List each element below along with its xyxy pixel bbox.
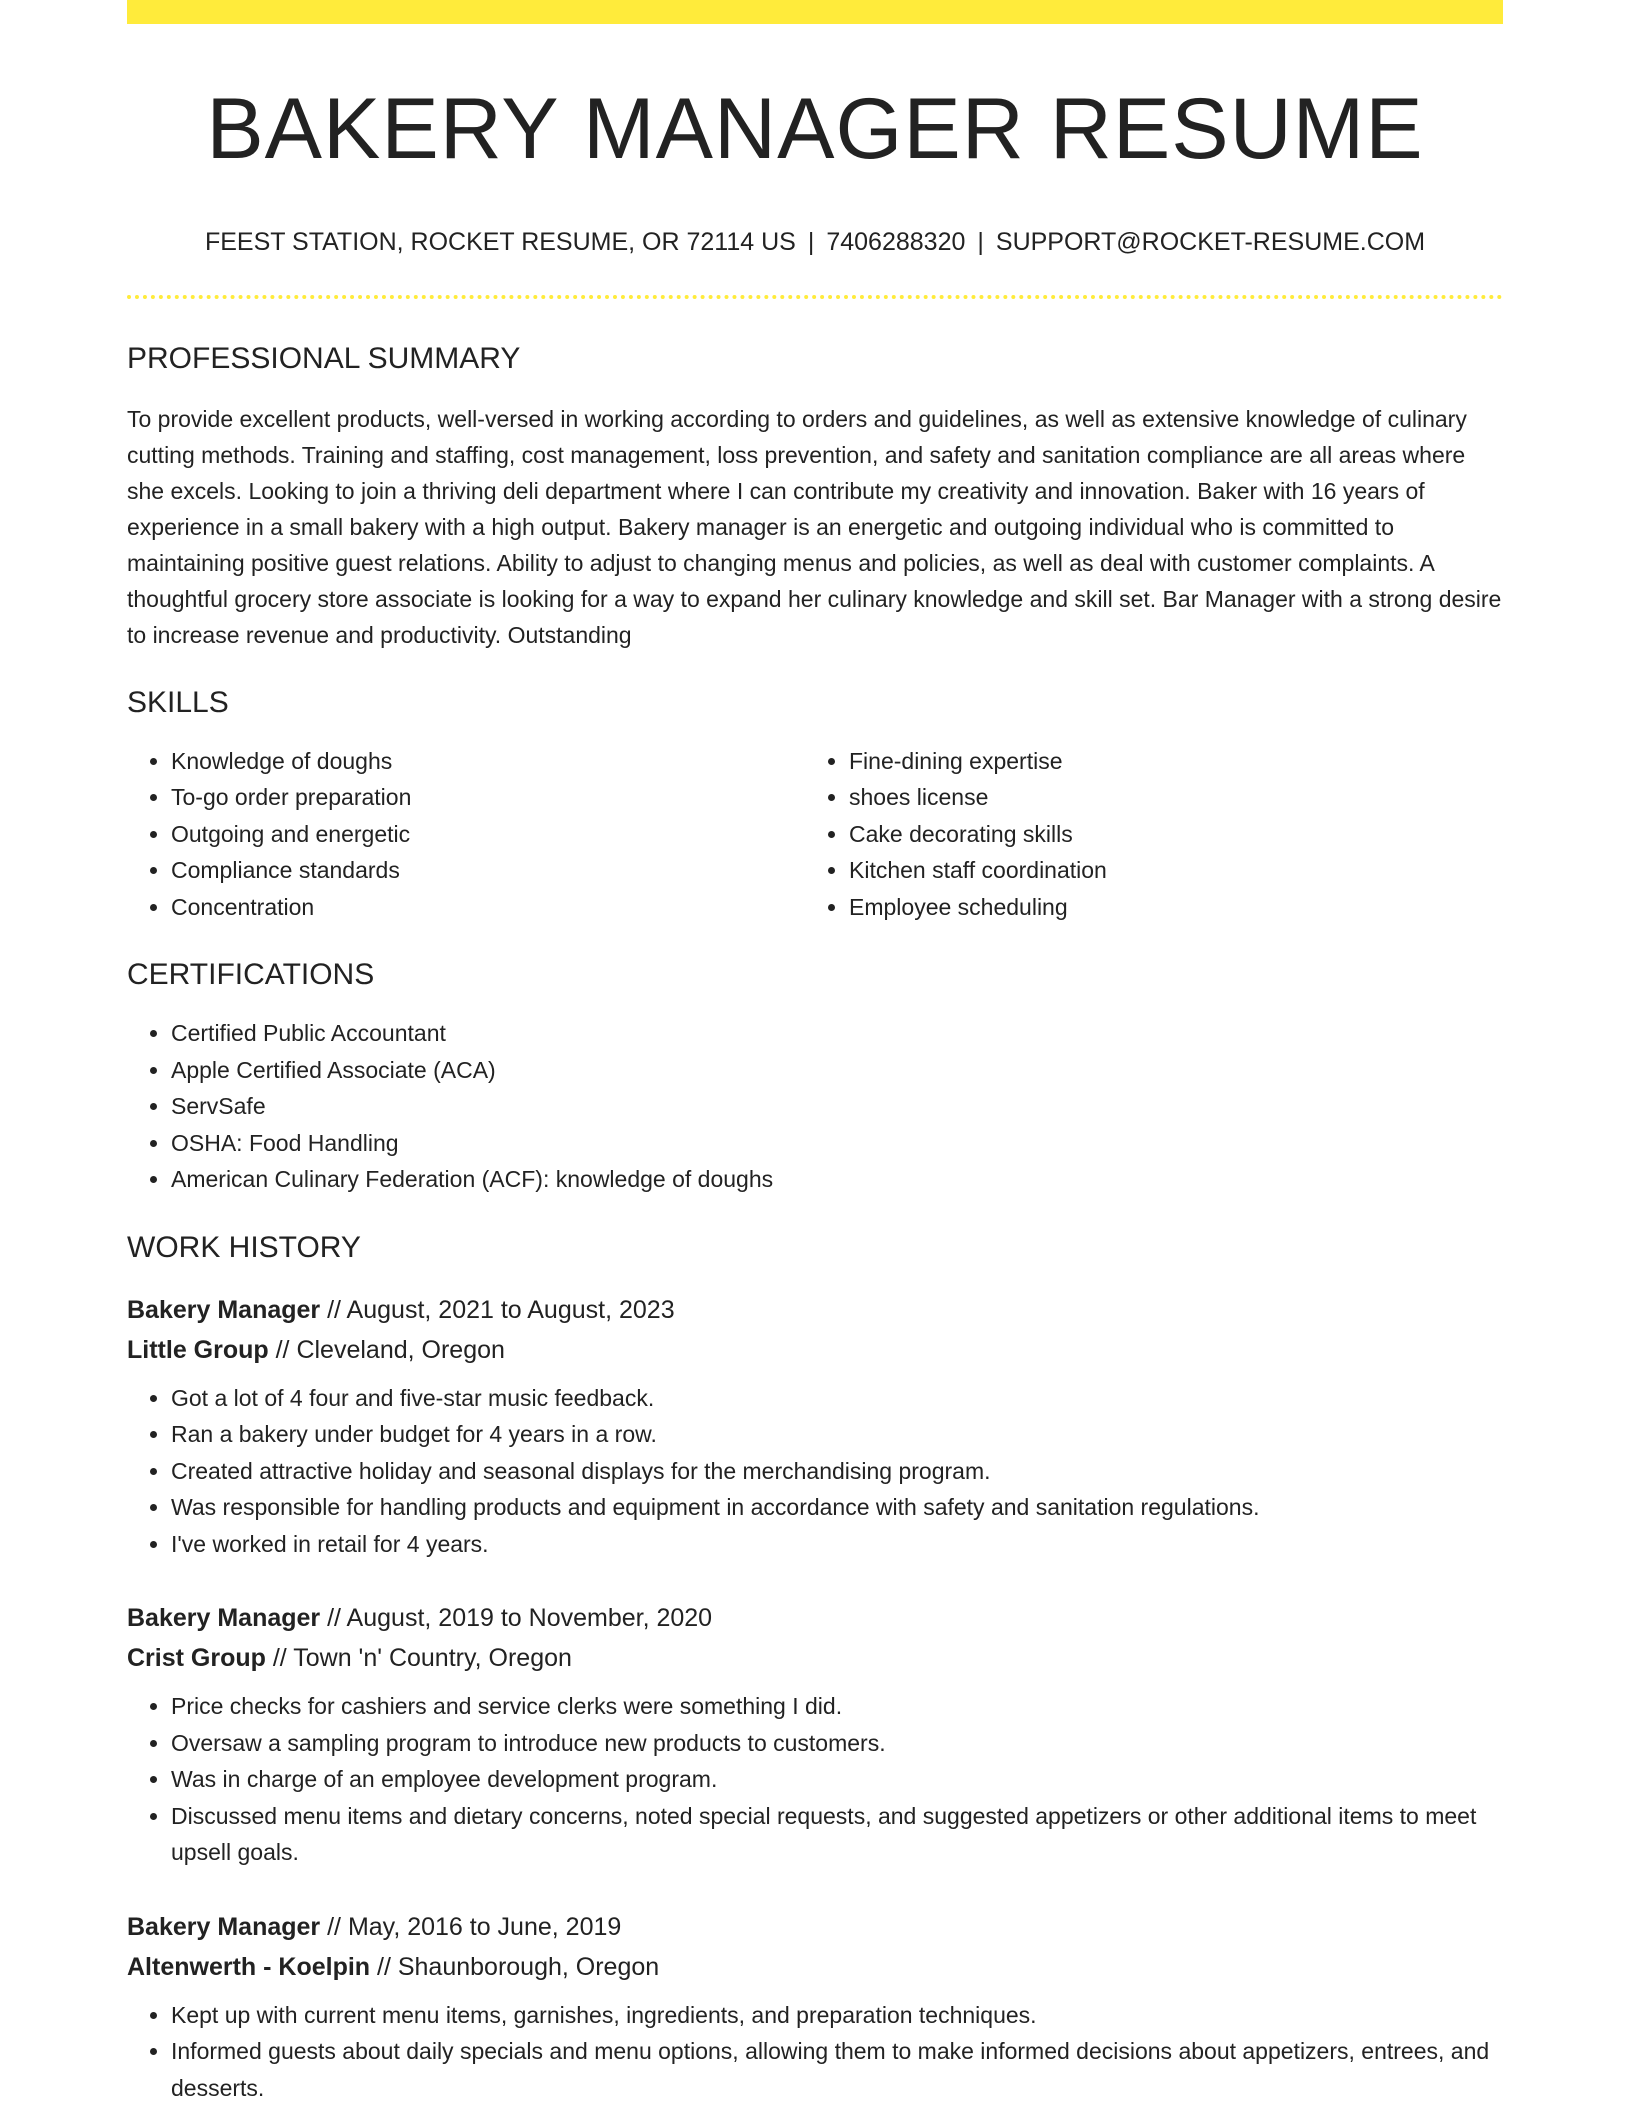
skill-item: • Kitchen staff coordination: [849, 852, 1503, 889]
job-company-line: [127, 1947, 1503, 1987]
skill-item: • Compliance standards: [171, 852, 805, 889]
job-location: // Cleveland, Oregon: [268, 1335, 505, 1364]
job-bullet: • Informed guests about daily specials and menu options, allowing them to make informed decisions about appetizers, entrees, and desserts.: [171, 2033, 1503, 2106]
skills-list-right: [805, 743, 1503, 926]
skill-item: • To-go order preparation: [171, 779, 805, 816]
dotted-divider: [127, 295, 1503, 299]
job-company-line: [127, 1638, 1503, 1678]
contact-separator: |: [977, 227, 984, 256]
job-entry: [127, 1290, 1503, 1563]
job-entry: [127, 1907, 1503, 2107]
address: FEEST STATION, ROCKET RESUME, OR 72114 US: [204, 227, 796, 256]
certification-item: • OSHA: Food Handling: [171, 1125, 1503, 1162]
resume-title: BAKERY MANAGER RESUME: [206, 81, 1424, 177]
summary-text: To provide excellent products, well-versed in working according to orders and guidelines, as well as extensive knowledge of culinary cutting methods. Training and staffing, cost management, loss prevention, and safety and sanitation compliance are all areas where she excels. Looking to join a thriving deli department where I can contribute my creativity and innovation. Baker with 16 years of experience in a small bakery with a high output. Bakery manager is an energetic and outgoing individual who is committed to maintaining positive guest relations. Ability to adjust to changing menus and policies, as well as deal with customer complaints. A thoughtful grocery store associate is looking for a way to expand her culinary knowledge and skill set. Bar Manager with a strong desire to increase revenue and productivity. Outstanding: [127, 405, 1502, 648]
skill-item: • Employee scheduling: [849, 889, 1503, 926]
accent-bar: [127, 0, 1503, 24]
certification-item: • ServSafe: [171, 1088, 1503, 1125]
job-company: Crist Group: [127, 1644, 266, 1673]
job-role: Bakery Manager: [127, 1295, 321, 1324]
email: SUPPORT@ROCKET-RESUME.COM: [995, 227, 1426, 256]
resume-page: [127, 0, 1503, 2106]
work-history-heading: WORK HISTORY: [127, 1230, 361, 1264]
job-location: // Town 'n' Country, Oregon: [265, 1644, 572, 1673]
job-bullet: • Price checks for cashiers and service clerks were something I did.: [171, 1688, 1503, 1725]
job-bullet: • Created attractive holiday and seasonal displays for the merchandising program.: [171, 1453, 1503, 1490]
job-company-line: [127, 1330, 1503, 1370]
job-role-line: [127, 1598, 1503, 1638]
job-bullets: [127, 1380, 1503, 1563]
skills-heading: SKILLS: [127, 685, 229, 719]
job-bullet: • Oversaw a sampling program to introduce new products to customers.: [171, 1725, 1503, 1762]
summary-heading: PROFESSIONAL SUMMARY: [127, 341, 521, 375]
skill-item: • Concentration: [171, 889, 805, 926]
contact-line: [127, 227, 1503, 257]
job-dates: // May, 2016 to June, 2019: [320, 1912, 622, 1941]
skill-item: • Cake decorating skills: [849, 816, 1503, 853]
work-history-section: [127, 1230, 1503, 2107]
job-role: Bakery Manager: [127, 1604, 321, 1633]
contact-separator: |: [807, 227, 815, 256]
job-location: // Shaunborough, Oregon: [370, 1952, 660, 1981]
job-role-line: [127, 1907, 1503, 1947]
skill-item: • shoes license: [849, 779, 1503, 816]
skills-list-left: [127, 743, 805, 926]
certification-item: • Certified Public Accountant: [171, 1015, 1503, 1052]
skills-section: [127, 685, 1503, 926]
job-bullet: • I've worked in retail for 4 years.: [171, 1526, 1503, 1563]
job-bullet: • Was responsible for handling products and equipment in accordance with safety and sanitation regulations.: [171, 1489, 1503, 1526]
job-bullet: • Kept up with current menu items, garnishes, ingredients, and preparation techniques.: [171, 1997, 1503, 2034]
job-bullet: • Ran a bakery under budget for 4 years in a row.: [171, 1416, 1503, 1453]
job-role-line: [127, 1290, 1503, 1330]
job-company: Little Group: [127, 1335, 269, 1364]
certifications-heading: CERTIFICATIONS: [127, 958, 375, 992]
skill-item: • Knowledge of doughs: [171, 743, 805, 780]
skill-item: • Fine-dining expertise: [849, 743, 1503, 780]
job-bullet: • Discussed menu items and dietary concerns, noted special requests, and suggested appetizers or other additional items to meet upsell goals.: [171, 1798, 1503, 1871]
job-role: Bakery Manager: [127, 1912, 321, 1941]
certification-item: • Apple Certified Associate (ACA): [171, 1052, 1503, 1089]
skill-item: • Outgoing and energetic: [171, 816, 805, 853]
certification-item: • American Culinary Federation (ACF): knowledge of doughs: [171, 1161, 1503, 1198]
job-dates: // August, 2021 to August, 2023: [320, 1295, 675, 1324]
job-bullets: [127, 1997, 1503, 2107]
job-bullet: • Got a lot of 4 four and five-star music feedback.: [171, 1380, 1503, 1417]
certifications-section: [127, 957, 1503, 1198]
job-bullet: • Was in charge of an employee development program.: [171, 1761, 1503, 1798]
job-bullets: [127, 1688, 1503, 1871]
skills-grid: [127, 721, 1503, 926]
job-company: Altenwerth - Koelpin: [127, 1952, 371, 1981]
certifications-list: [127, 1015, 1503, 1198]
job-dates: // August, 2019 to November, 2020: [320, 1604, 713, 1633]
job-entry: [127, 1598, 1503, 1871]
phone: 7406288320: [826, 227, 966, 256]
